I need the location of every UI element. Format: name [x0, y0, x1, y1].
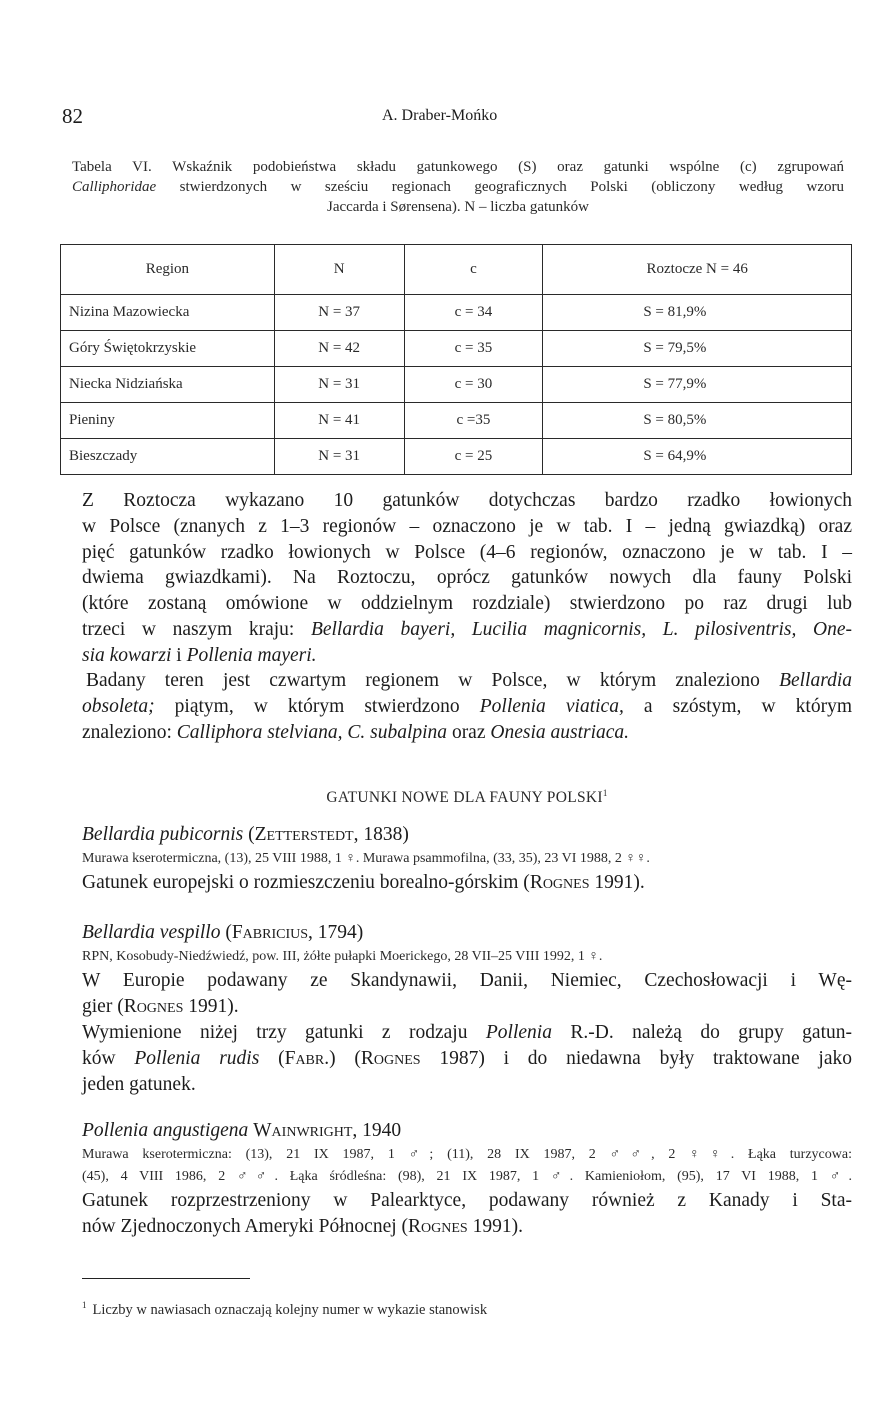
- species-record: Murawa kserotermiczna: (13), 21 IX 1987, 1 ♂; (11), 28 IX 1987, 2 ♂♂, 2 ♀♀. Łąka turzycowa:: [82, 1147, 852, 1162]
- text-run: piątym, w którym stwierdzono: [154, 695, 480, 717]
- text-run: 1991).: [467, 1216, 523, 1237]
- text-run: i: [171, 644, 187, 666]
- cell-c: c = 35: [404, 331, 543, 367]
- footnote-divider: [82, 1278, 250, 1279]
- species-name: Bellardia vespillo: [82, 922, 221, 943]
- taxon-name: Pollenia rudis: [134, 1048, 260, 1069]
- taxon-name: Pollenia mayeri.: [186, 644, 317, 666]
- section-heading: [82, 788, 852, 807]
- species-authority: Wainwright, 1940: [253, 1120, 402, 1141]
- taxon-name: obsoleta;: [82, 695, 155, 717]
- cell-region: Niecka Nidziańska: [61, 367, 275, 403]
- species-name: Bellardia pubicornis: [82, 824, 244, 845]
- species-title: [82, 822, 852, 848]
- text-run: Gatunek europejski o rozmieszczeniu borealno-górskim (: [82, 872, 530, 893]
- table-row: [61, 367, 852, 403]
- taxon-name: Bellardia: [779, 670, 852, 691]
- table-header-row: [61, 245, 852, 295]
- text-line: [82, 668, 852, 694]
- cell-n: N = 41: [274, 403, 404, 439]
- cited-author: Rognes: [408, 1216, 468, 1237]
- table-caption: [72, 157, 844, 217]
- taxon-name: sia kowarzi: [82, 644, 172, 666]
- text-run: ków: [82, 1048, 135, 1069]
- page-number: 82: [62, 104, 83, 128]
- species-record: (45), 4 VIII 1986, 2 ♂♂. Łąka śródleśna: (98), 21 IX 1987, 1 ♂. Kamieniołom, (95), 17 VI 1988, 1 ♂.: [82, 1169, 852, 1184]
- running-head: [62, 104, 852, 126]
- species-note: [82, 1020, 852, 1046]
- species-note: [82, 1214, 852, 1240]
- species-note: [82, 870, 852, 896]
- footnote-text: Liczby w nawiasach oznaczają kolejny numer w wykazie stanowisk: [92, 1301, 488, 1318]
- text-run: trzeci w naszym kraju:: [82, 618, 311, 640]
- cell-n: N = 31: [274, 367, 404, 403]
- caption-line: Tabela VI. Wskaźnik podobieństwa składu gatunkowego (S) oraz gatunki wspólne (c) zgrupowań: [72, 159, 844, 175]
- cell-region: Nizina Mazowiecka: [61, 295, 275, 331]
- text-run: 1991).: [589, 872, 645, 893]
- caption-taxon: Calliphoridae: [72, 179, 157, 195]
- cell-n: N = 37: [274, 295, 404, 331]
- text-line: [82, 617, 852, 643]
- text-run: Badany teren jest czwartym regionem w Polsce, w którym znaleziono: [86, 670, 780, 691]
- species-entry: [82, 822, 852, 896]
- cell-s: S = 77,9%: [543, 367, 852, 403]
- taxon-name: Calliphora stelviana, C. subalpina: [176, 721, 448, 743]
- table-row: [61, 295, 852, 331]
- similarity-table: [60, 244, 852, 475]
- species-entry: [82, 920, 852, 1098]
- cited-author: Fabr.: [284, 1048, 330, 1069]
- cell-region: Góry Świętokrzyskie: [61, 331, 275, 367]
- section-heading-text: GATUNKI NOWE DLA FAUNY POLSKI: [326, 789, 603, 807]
- header-region: Region: [61, 245, 275, 295]
- species-record: Murawa kserotermiczna, (13), 25 VIII 1988, 1 ♀. Murawa psammofilna, (33, 35), 23 VI 1988, 2 ♀♀.: [82, 851, 650, 866]
- text-line: pięć gatunków rzadko łowionych w Polsce (4–6 regionów, oznaczono je w tab. I –: [82, 541, 852, 563]
- running-head-author: A. Draber-Mońko: [382, 107, 498, 124]
- species-note: [82, 1046, 852, 1072]
- text-run: ) (: [329, 1048, 361, 1069]
- footnote-mark: 1: [82, 1300, 87, 1310]
- text-run: znaleziono:: [82, 721, 177, 743]
- text-run: gier (: [82, 996, 124, 1017]
- text-run: 1991).: [183, 996, 239, 1017]
- footnote-reference: 1: [602, 788, 608, 798]
- header-c: c: [404, 245, 543, 295]
- header-roztocze: Roztocze N = 46: [543, 245, 852, 295]
- caption-line: [72, 177, 844, 197]
- text-run: 1987) i do niedawna były traktowane jako: [420, 1048, 852, 1069]
- cell-c: c = 34: [404, 295, 543, 331]
- text-run: oraz: [447, 721, 491, 743]
- cell-n: N = 31: [274, 439, 404, 475]
- text-run: (: [259, 1048, 285, 1069]
- species-authority: (Fabricius, 1794): [225, 922, 364, 943]
- text-line: w Polsce (znanych z 1–3 regionów – oznaczono je w tab. I – jedną gwiazdką) oraz: [82, 515, 852, 537]
- table-row: [61, 439, 852, 475]
- paragraph-study-area: [82, 668, 852, 745]
- cited-author: Rognes: [529, 872, 590, 893]
- taxon-name: Bellardia bayeri, Lucilia magnicornis, L. pilosiventris, One-: [310, 618, 852, 640]
- cell-region: Pieniny: [61, 403, 275, 439]
- species-note: jeden gatunek.: [82, 1074, 196, 1095]
- species-title: [82, 1118, 852, 1144]
- text-line: dwiema gwiazdkami). Na Roztoczu, oprócz gatunków nowych dla fauny Polski: [82, 567, 852, 589]
- taxon-name: Onesia austriaca.: [490, 721, 630, 743]
- species-entry: [82, 1118, 852, 1240]
- text-run: a szóstym, w którym: [623, 695, 852, 717]
- cell-s: S = 79,5%: [543, 331, 852, 367]
- cited-author: Rognes: [360, 1048, 421, 1069]
- species-authority: (Zetterstedt, 1838): [248, 824, 409, 845]
- footnote: [82, 1300, 487, 1319]
- species-note: [82, 994, 852, 1020]
- text-line: [82, 720, 852, 746]
- cell-s: S = 81,9%: [543, 295, 852, 331]
- cell-c: c = 25: [404, 439, 543, 475]
- taxon-name: Pollenia: [485, 1022, 552, 1043]
- caption-line: Jaccarda i Sørensena). N – liczba gatunków: [327, 199, 589, 215]
- paragraph-rare-species: [82, 488, 852, 669]
- text-run: Wymienione niżej trzy gatunki z rodzaju: [82, 1022, 486, 1043]
- text-line: (które zostaną omówione w oddzielnym rozdziale) stwierdzono po raz drugi lub: [82, 593, 852, 615]
- caption-text: stwierdzonych w sześciu regionach geograficznych Polski (obliczony według wzoru: [156, 179, 844, 195]
- species-title: [82, 920, 852, 946]
- cited-author: Rognes: [123, 996, 184, 1017]
- cell-c: c =35: [404, 403, 543, 439]
- cell-n: N = 42: [274, 331, 404, 367]
- table-row: [61, 403, 852, 439]
- species-note: W Europie podawany ze Skandynawii, Danii, Niemiec, Czechosłowacji i Wę-: [82, 970, 852, 991]
- cell-s: S = 80,5%: [543, 403, 852, 439]
- species-name: Pollenia angustigena: [82, 1120, 249, 1141]
- species-record: RPN, Kosobudy-Niedźwiedź, pow. III, żółte pułapki Moerickego, 28 VII–25 VIII 1992, 1 ♀.: [82, 949, 603, 964]
- text-run: R.-D. należą do grupy gatun-: [551, 1022, 852, 1043]
- taxon-name: Pollenia viatica,: [479, 695, 624, 717]
- table-row: [61, 331, 852, 367]
- header-n: N: [274, 245, 404, 295]
- species-note: Gatunek rozprzestrzeniony w Palearktyce, podawany również z Kanady i Sta-: [82, 1190, 852, 1211]
- text-line: Z Roztocza wykazano 10 gatunków dotychczas bardzo rzadko łowionych: [82, 490, 852, 511]
- cell-s: S = 64,9%: [543, 439, 852, 475]
- cell-region: Bieszczady: [61, 439, 275, 475]
- cell-c: c = 30: [404, 367, 543, 403]
- text-line: [82, 694, 852, 720]
- text-line: [82, 643, 852, 669]
- text-run: nów Zjednoczonych Ameryki Północnej (: [82, 1216, 409, 1237]
